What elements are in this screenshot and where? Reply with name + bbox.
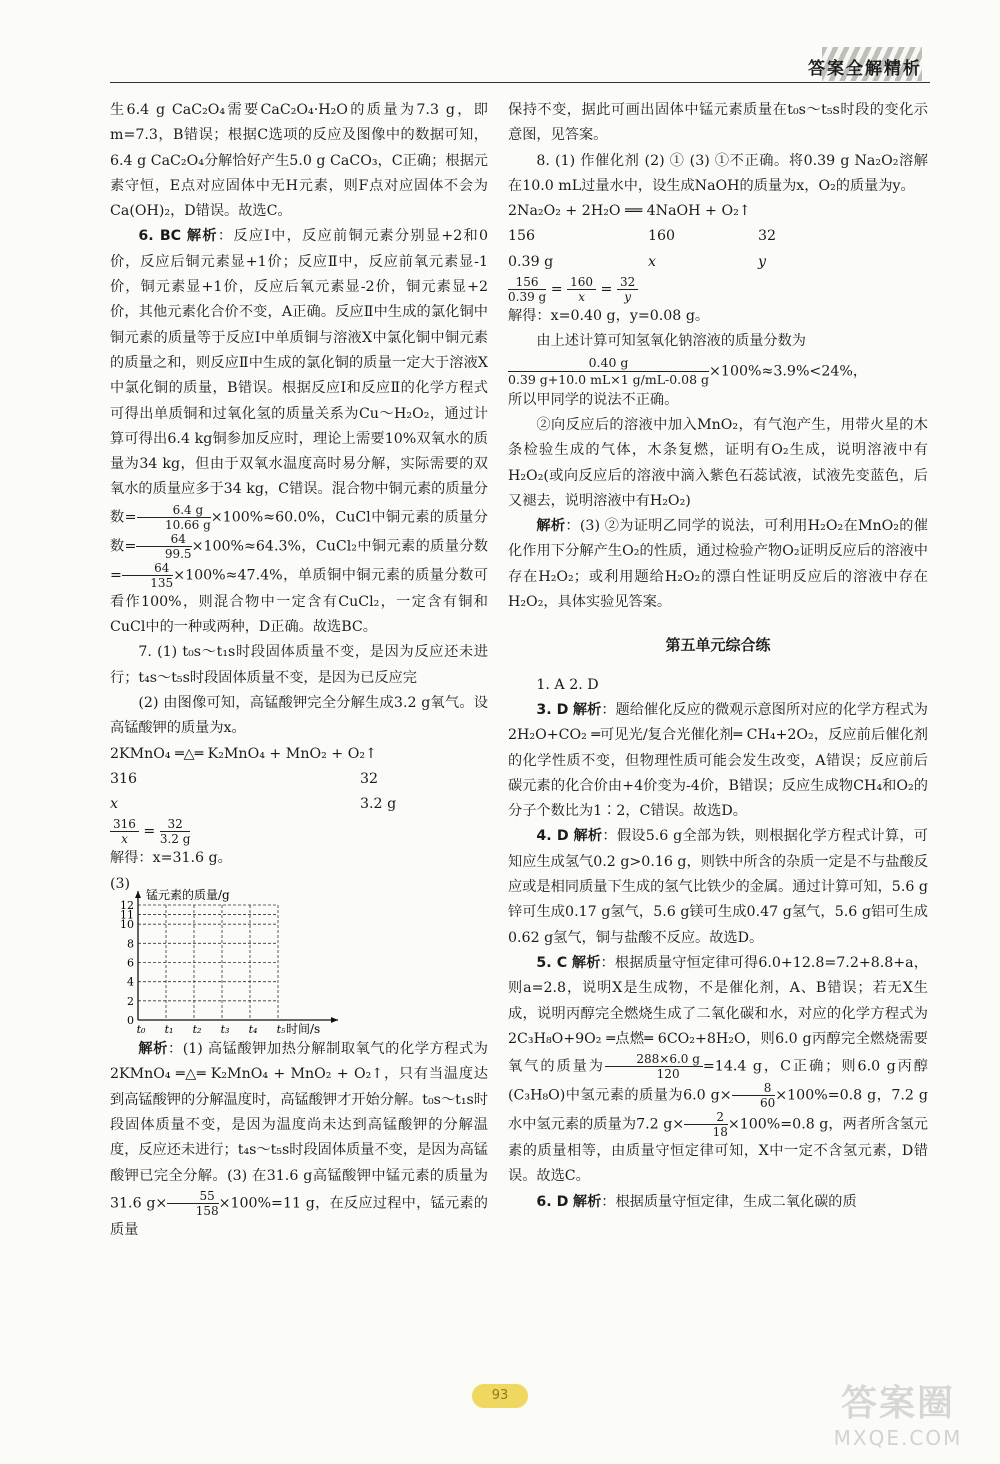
analysis-text: ×100%=0.8 g，7.2 g水中氢元素的质量为7.2 g×: [508, 1087, 928, 1133]
y-tick-label: 0: [127, 1014, 134, 1028]
header-rule: [110, 82, 930, 83]
analysis-text: ：根据质量守恒定律可得6.0+12.8=7.2+8.8+a，则a=2.8，说明X是生成物，不是催化剂，A、B错误；若无X生成，说明丙醇完全燃烧生成了二氧化碳和水，对应的化学方程式为2C₃H₈O+9O₂ ═点燃═ 6CO₂+8H₂O，则6.0 g丙醇完全燃烧需要氧气的质量为: [508, 954, 928, 1075]
fraction: $\frac{0.40 g}{0.39 g+10.0 mL\times 1 g/mL-0.08 g}$: [508, 354, 710, 387]
chemical-equation: 2Na₂O₂ + 2H₂O ══ 4NaOH + O₂↑: [508, 203, 751, 220]
question-number: 3. D: [536, 701, 569, 718]
question-number: 5. C: [536, 954, 568, 971]
value: [250, 767, 360, 792]
fraction: $\frac{316}{x}$: [110, 817, 139, 846]
analysis-text: ×100%=11 g，在反应过程中，锰元素的质量: [110, 1195, 488, 1238]
equation-values: [110, 767, 488, 818]
value: 3.2 g: [360, 796, 397, 813]
watermark-logo: [818, 1375, 978, 1450]
question-8: 8. (1) 作催化剂 (2) ① (3) ①不正确。将0.39 g Na₂O₂溶解在10.0 mL过量水中，设生成NaOH的质量为x，O₂的质量为y。: [508, 152, 928, 194]
analysis-text: ：反应Ⅰ中，反应前铜元素分别显+2和0价，反应后铜元素显+1价；反应Ⅱ中，反应前氧元素显-1价，铜元素显+1价，反应后氧元素显-2价，铜元素显+2价，其他元素化合价不变，A正确。反应Ⅱ中生成的氯化铜中铜元素的质量等于反应Ⅰ中单质铜与溶液X中氯化铜中铜元素的质量之和，则反应Ⅱ中生成的氯化铜的质量一定大于溶液X中氯化铜的质量，B错误。根据反应Ⅰ和反应Ⅱ的化学方程式可得出单质铜和过氧化氢的质量关系为Cu～H₂O₂，通过计算可得出6.4 kg铜参加反应时，理论上需要10%双氧水的质量为34 kg，但由于双氧水温度高时易分解，实际需要的双氧水的质量应多于34 kg，C错误。混合物中铜元素的质量分数=: [110, 228, 488, 526]
solution: 解得：x=31.6 g。: [110, 850, 232, 867]
y-tick-label: 8: [127, 937, 134, 951]
question-5: [508, 951, 928, 1190]
analysis-text: ×100%=0.8 g，两者所含氢元素的质量相等，由质量守恒定律可知，X中一定不含氢元素，D错误。故选C。: [508, 1116, 928, 1185]
y-axis-arrow: [135, 891, 141, 898]
big-fraction-line: [508, 355, 928, 388]
question-number: 6. BC: [138, 228, 182, 245]
x-axis-arrow: [331, 1017, 338, 1023]
analysis-label: 解析: [138, 1041, 168, 1058]
question-number: 6. D: [536, 1193, 569, 1210]
x-tick-label: t₁: [164, 1023, 174, 1036]
value: 32: [360, 770, 379, 787]
value: [250, 792, 360, 817]
text: ×100%≈3.9%<24%，: [709, 363, 868, 380]
left-column: [110, 98, 488, 1243]
watermark-url: MXQE.COM: [833, 1426, 963, 1450]
analysis-text: ：(3) ②为证明乙同学的说法，可利用H₂O₂在MnO₂的催化作用下分解产生O₂的性质，通过检验产物O₂证明反应后的溶液中存在H₂O₂；或利用题给H₂O₂的漂白性证明反应后的溶液中存在H₂O₂，具体实验见答案。: [508, 518, 928, 611]
value: y: [758, 253, 767, 270]
answers-1-2: 1. A 2. D: [536, 676, 599, 693]
x-tick-label: t₂: [192, 1023, 202, 1036]
x-tick-label: t₃: [220, 1023, 230, 1036]
question-6-section: [508, 1190, 928, 1215]
question-number: 4. D: [536, 828, 569, 845]
manganese-mass-chart: [110, 875, 410, 1035]
analysis-paragraph: [508, 514, 928, 615]
question-3: [508, 698, 928, 824]
page-header-title: 答案全解精析: [808, 59, 922, 79]
paragraph: 保持不变，据此可画出固体中锰元素质量在t₀s～t₅s时段的变化示意图，见答案。: [508, 102, 928, 144]
analysis-text: ：根据质量守恒定律，生成二氧化碳的质: [601, 1193, 857, 1210]
value: 0.39 g: [508, 253, 554, 270]
question-7-part-3-label: (3): [110, 875, 131, 892]
fraction: $\frac{156}{0.39 g}$: [508, 275, 547, 305]
fraction: $\frac{8}{60}$: [732, 1081, 776, 1110]
y-tick-label: 12: [120, 899, 134, 913]
paragraph: 由上述计算可知氢氧化钠溶液的质量分数为: [536, 333, 806, 350]
analysis-text: ×100%≈64.3%，CuCl₂中铜元素的质量分数=: [110, 538, 488, 584]
analysis-label: 解析: [572, 1193, 602, 1210]
fraction: $\frac{64}{99.5}$: [136, 532, 191, 561]
paragraph: 所以甲同学的说法不正确。: [508, 391, 679, 408]
value: 316: [110, 770, 138, 787]
analysis-label: 解析: [573, 828, 603, 845]
section-heading: 第五单元综合练: [665, 636, 771, 655]
fraction: $\frac{160}{x}$: [567, 275, 596, 304]
y-tick-label: 10: [120, 918, 134, 932]
analysis-text: ×100%≈60.0%，CuCl中铜元素的质量分数=: [110, 509, 488, 555]
value: 32: [758, 228, 777, 245]
ratio-equation: $\frac{156}{0.39 g}$ = $\frac{160}{x}$ = $\frac{32}{y}$: [508, 275, 928, 304]
chemical-equation: 2KMnO₄ ═△═ K₂MnO₄ + MnO₂ + O₂↑: [110, 745, 377, 762]
x-tick-label: t₀: [136, 1023, 146, 1036]
page-number: 93: [472, 1384, 528, 1408]
value: 156: [508, 228, 536, 245]
analysis-paragraph: [110, 1037, 488, 1243]
y-axis-label: 锰元素的质量/g: [146, 888, 230, 903]
solution: 解得：x=0.40 g，y=0.08 g。: [508, 308, 710, 325]
fraction: $\frac{32}{3.2 g}$: [159, 817, 191, 847]
y-tick-label: 6: [127, 956, 134, 970]
fraction: $\frac{6.4 g}{10.66 g}$: [137, 503, 211, 532]
fraction: $\frac{55}{158}$: [167, 1189, 218, 1218]
analysis-label: 解析: [536, 518, 566, 535]
equation-values: [508, 224, 928, 275]
x-tick-label: t₄: [248, 1023, 258, 1036]
ratio-equation: $\frac{316}{x}$ = $\frac{32}{3.2 g}$: [110, 817, 488, 846]
analysis-text: ：题给催化反应的微观示意图所对应的化学方程式为2H₂O+CO₂ ═可见光/复合光催化剂═ CH₄+2O₂，反应前后催化剂的化学性质不变，但物理性质可能会发生改变，A错误；反应前后碳元素的化合价由+4价变为-4价，B错误；反应生成物CH₄和O₂的分子个数比为1∶2，C错误。故选D。: [508, 701, 928, 820]
question-7-part-1: 7. (1) t₀s～t₁s时段固体质量不变，是因为反应还未进行；t₄s～t₅s时段固体质量不变，是因为已反应完: [110, 644, 488, 686]
watermark-text: 答案圈: [840, 1383, 955, 1424]
x-axis-label: 时间/s: [286, 1022, 321, 1036]
analysis-text: ：假设5.6 g全部为铁，则根据化学方程式计算，可知应生成氢气0.2 g>0.16 g，则铁中所含的杂质一定是不与盐酸反应或是相同质量下生成的氢气比铁少的金属。通过计算可知，5.6 g锌可生成0.17 g氢气，5.6 g镁可生成0.47 g氢气，5.6 g铝可生成0.62 g氢气，铜与盐酸不反应。故选D。: [508, 828, 928, 946]
y-tick-label: 4: [127, 975, 134, 989]
analysis-text: =14.4 g，C正确；则6.0 g丙醇(C₃H₈O)中氢元素的质量为6.0 g×: [508, 1058, 928, 1104]
right-column: [508, 98, 928, 1215]
analysis-label: 解析: [571, 954, 601, 971]
y-tick-label: 2: [127, 994, 134, 1008]
value: x: [648, 253, 657, 270]
fraction: $\frac{64}{135}$: [122, 561, 173, 590]
y-tick-label: 11: [120, 908, 134, 922]
analysis-label: 解析: [572, 701, 602, 718]
fraction: $\frac{2}{18}$: [684, 1110, 728, 1139]
paragraph: ②向反应后的溶液中加入MnO₂，有气泡产生，用带火星的木条检验生成的气体，木条复燃，证明有O₂生成，说明溶液中有H₂O₂(或向反应后的溶液中滴入紫色石蕊试液，试液先变蓝色，后又褪去，说明溶液中有H₂O₂): [508, 416, 928, 509]
question-6: [110, 224, 488, 640]
analysis-text: ：(1) 高锰酸钾加热分解制取氧气的化学方程式为2KMnO₄ ═△═ K₂MnO₄ + MnO₂ + O₂↑，只有当温度达到高锰酸钾的分解温度时，高锰酸钾才开始分解。t₀s～t₁s时段固体质量不变，是因为温度尚未达到高锰酸钾的分解温度，反应还未进行；t₄s～t₅s时段固体质量不变，是因为高锰酸钾已完全分解。(3) 在31.6 g高锰酸钾中锰元素的质量为31.6 g×: [110, 1041, 488, 1212]
analysis-label: 解析: [186, 228, 218, 245]
paragraph: 生6.4 g CaC₂O₄需要CaC₂O₄·H₂O的质量为7.3 g，即m=7.3，B错误；根据C选项的反应及图像中的数据可知，6.4 g CaC₂O₄分解恰好产生5.0 g CaCO₃，C正确；根据元素守恒，E点对应固体中无H元素，则F点对应固体不会为Ca(OH)₂，D错误。故选C。: [110, 102, 488, 220]
fraction: $\frac{32}{y}$: [617, 275, 638, 304]
value: 160: [648, 228, 676, 245]
x-tick-label: t₅: [276, 1023, 286, 1036]
question-7-part-2: (2) 由图像可知，高锰酸钾完全分解生成3.2 g氧气。设高锰酸钾的质量为x。: [110, 694, 488, 737]
value: x: [110, 796, 119, 813]
question-4: [508, 824, 928, 950]
fraction: $\frac{288\times 6.0 g}{120}$: [605, 1052, 703, 1081]
analysis-text: ×100%≈47.4%，单质铜中铜元素的质量分数可看作100%，则混合物中一定含有CuCl₂，一定含有铜和CuCl中的一种或两种，D正确。故选BC。: [110, 567, 488, 636]
